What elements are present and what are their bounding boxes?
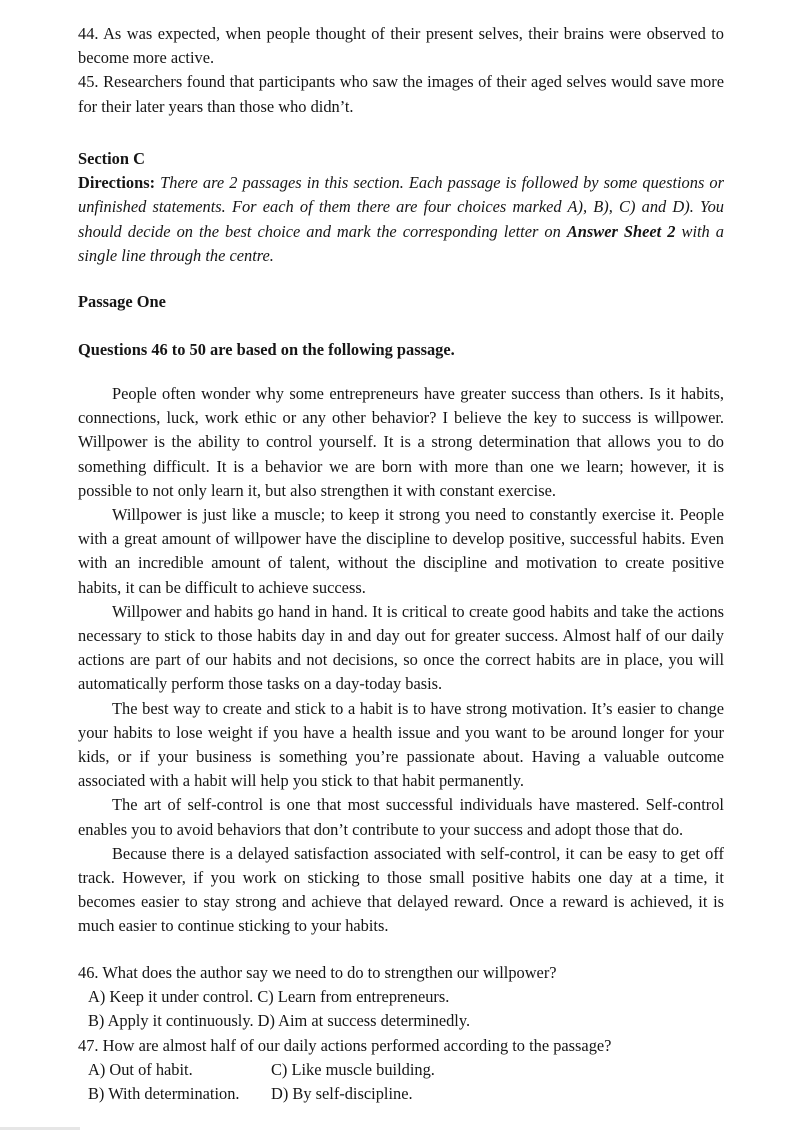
passage-title-block <box>78 290 724 314</box>
option-line: B) With determination. D) By self-discipline. <box>88 1084 413 1104</box>
passage-body <box>78 382 724 939</box>
section-c <box>78 147 724 268</box>
passage-paragraph-6: Because there is a delayed satisfaction associated with self-control, it can be easy to get off track. However, if you work on sticking to those small positive habits one day at a time, it becomes easier to stay strong and achieve that delayed reward. Once a reward is achieved, it is much easier to continue sticking to your habits. <box>78 843 724 936</box>
passage-paragraph-3: Willpower and habits go hand in hand. It is critical to create good habits and take the actions necessary to stick to those habits day in and day out for greater success. Almost half of our daily actions are part of our habits and not decisions, so once the correct habits are in place, you will automatically perform those tasks on a day-today basis. <box>78 601 724 694</box>
question-stem: 47. How are almost half of our daily actions performed according to the passage? <box>78 1035 612 1055</box>
passage-paragraph-1: People often wonder why some entrepreneurs have greater success than others. Is it habits, connections, luck, work ethic or any other behavior? I believe the key to success is willpower. Willpower is the ability to control yourself. It is a strong determination that allows you to do something difficult. It is a behavior we are born with more than one we learn; however, it is possible to not only learn it, but also strengthen it with constant exercise. <box>78 384 724 500</box>
question-list <box>78 961 724 1106</box>
section-directions: Directions: There are 2 passages in this section. Each passage is followed by some questions or unfinished statements. For each of them there are four choices marked A), B), C) and D). You should decide on the best choice and mark the corresponding letter on Answer Sheet 2 with a single line through the centre. <box>78 173 724 265</box>
option-line: B) Apply it continuously. D) Aim at success determinedly. <box>88 1011 471 1031</box>
option-line: A) Keep it under control. C) Learn from entrepreneurs. <box>88 987 450 1007</box>
question-46 <box>78 961 724 1034</box>
passage-paragraph-4: The best way to create and stick to a habit is to have strong motivation. It’s easier to change your habits to lose weight if you have a health issue and you want to be around longer for your kids, or if your business is something you’re passionate about. Having a valuable outcome associated with a habit will help you stick to that habit permanently. <box>78 698 724 791</box>
question-45: 45. Researchers found that participants who saw the images of their aged selves would save more for their later years than those who didn’t. <box>78 72 724 116</box>
section-title: Section C <box>78 149 145 168</box>
option-line: A) Out of habit. C) Like muscle building. <box>88 1059 435 1079</box>
passage-paragraph-5: The art of self-control is one that most successful individuals have mastered. Self-control enables you to avoid behaviors that don’t contribute to your success and adopt those that do. <box>78 795 724 839</box>
question-47 <box>78 1034 724 1107</box>
questions-intro: Questions 46 to 50 are based on the following passage. <box>78 340 455 359</box>
passage-title: Passage One <box>78 292 166 311</box>
question-44: 44. As was expected, when people thought of their present selves, their brains were observed to become more active. <box>78 24 724 68</box>
questions-intro-block <box>78 338 724 362</box>
passage-paragraph-2: Willpower is just like a muscle; to keep it strong you need to constantly exercise it. People with a great amount of willpower have the discipline to develop positive, successful habits. Even with an incredible amount of talent, without the discipline and motivation to create positive habits, it can be difficult to achieve success. <box>78 505 724 597</box>
previous-questions <box>78 22 724 119</box>
question-stem: 46. What does the author say we need to do to strengthen our willpower? <box>78 963 557 982</box>
